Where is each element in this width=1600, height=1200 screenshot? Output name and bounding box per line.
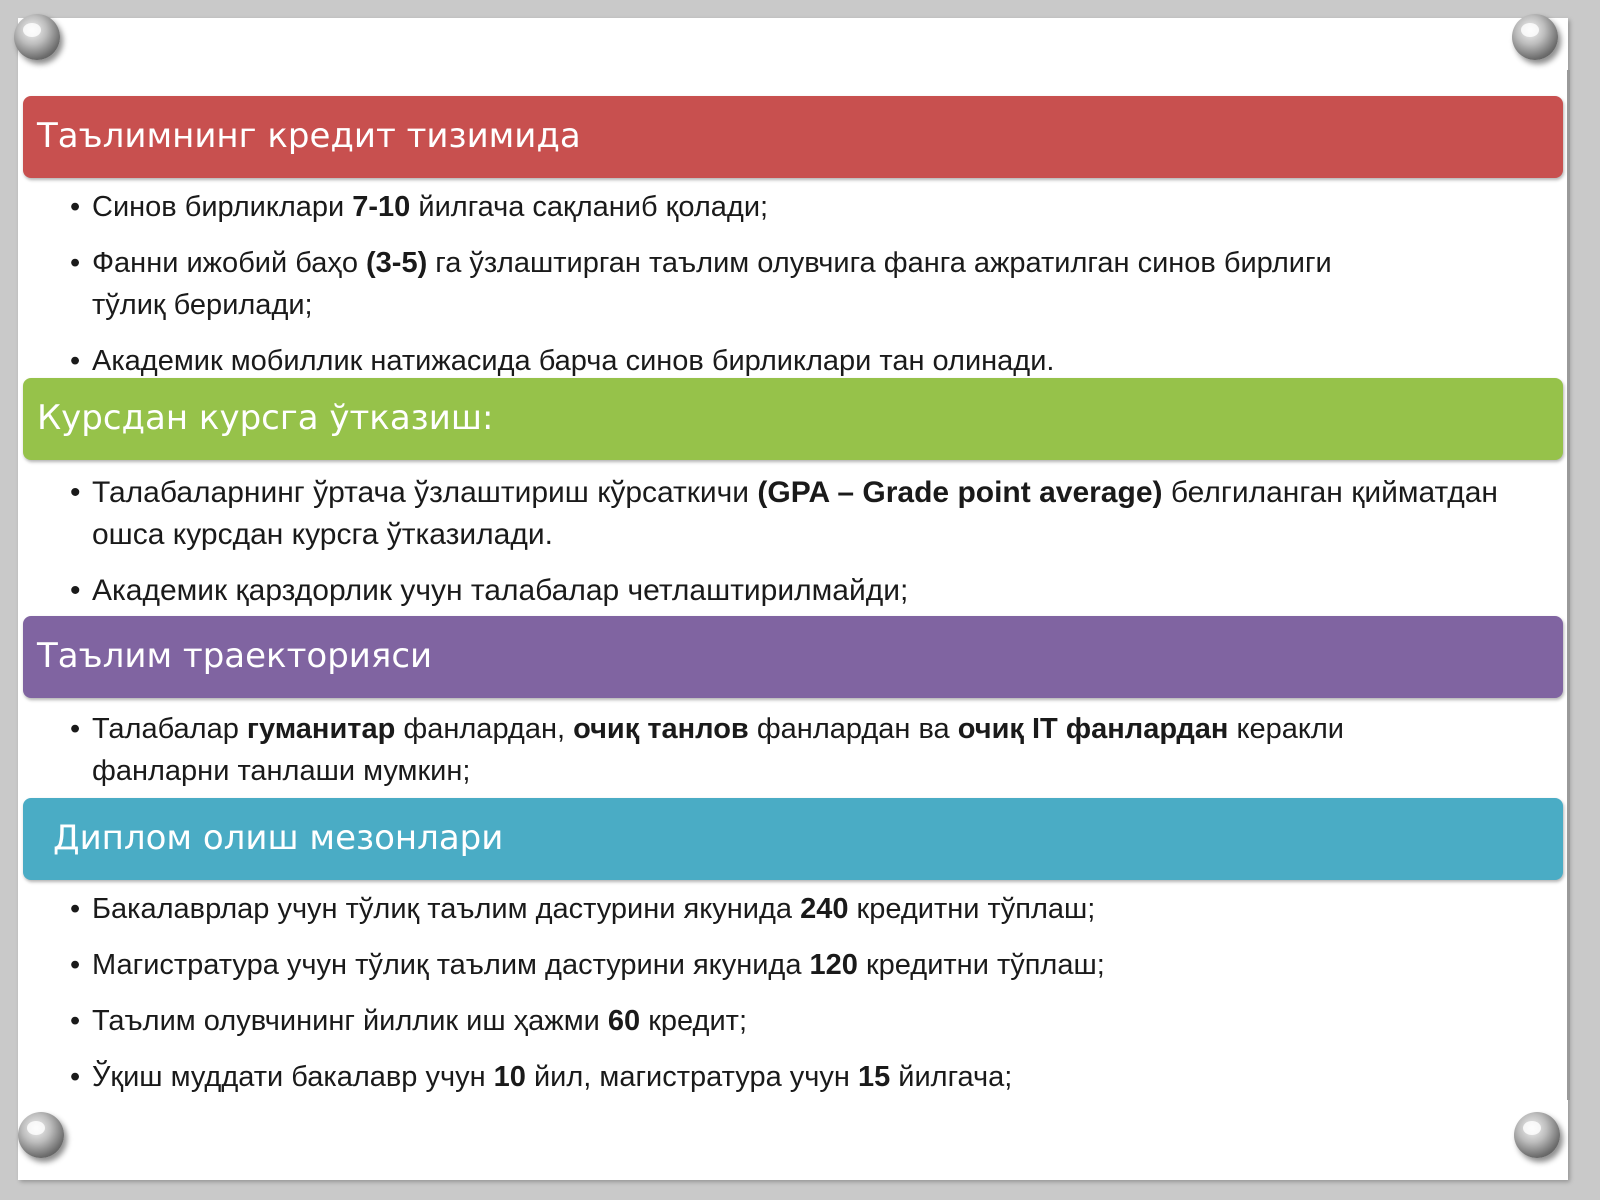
list-item: • Магистратура учун тўлиқ таълим дастурини якунида 120 кредитни тўплаш; — [70, 944, 1550, 986]
list-item: • Бакалаврлар учун тўлиқ таълим дастурини якунида 240 кредитни тўплаш; — [70, 888, 1550, 930]
bullet-list-course-transfer — [70, 472, 1550, 626]
list-item: • Академик мобиллик натижасида барча синов бирликлари тан олинади. — [70, 340, 1550, 382]
bullet-list-diploma-criteria — [70, 888, 1550, 1112]
list-item: • Ўқиш муддати бакалавр учун 10 йил, магистратура учун 15 йилгача; — [70, 1056, 1550, 1098]
section-title: Таълим траекторияси — [37, 636, 433, 676]
pushpin-icon — [18, 1112, 64, 1158]
section-header-learning-trajectory — [23, 616, 1563, 698]
section-header-diploma-criteria — [23, 798, 1563, 880]
section-title: Диплом олиш мезонлари — [53, 818, 504, 858]
pushpin-icon — [1514, 1112, 1560, 1158]
section-title: Курсдан курсга ўтказиш: — [37, 398, 494, 438]
list-item: • Таълим олувчининг йиллик иш ҳажми 60 кредит; — [70, 1000, 1550, 1042]
section-header-credit-system — [23, 96, 1563, 178]
section-title: Таълимнинг кредит тизимида — [37, 116, 581, 156]
list-item: • Академик қарздорлик учун талабалар четлаштирилмайди; — [70, 570, 1550, 612]
list-item: • Фанни ижобий баҳо (3-5) га ўзлаштирган таълим олувчига фанга ажратилган синов бирлиги тўлиқ берилади; — [70, 242, 1550, 326]
list-item: • Синов бирликлари 7-10 йилгача сақланиб қолади; — [70, 186, 1550, 228]
bullet-list-credit-system — [70, 186, 1550, 396]
slide-edge-shadow — [1567, 70, 1570, 1100]
list-item: • Талабаларнинг ўртача ўзлаштириш кўрсаткичи (GPA – Grade point average) белгиланган қийматдан ошса курсдан курсга ўтказилади. — [70, 472, 1550, 556]
list-item: • Талабалар гуманитар фанлардан, очиқ танлов фанлардан ва очиқ IT фанлардан керакли фанларни танлаши мумкин; — [70, 708, 1550, 792]
pushpin-icon — [14, 14, 60, 60]
bullet-list-learning-trajectory — [70, 708, 1550, 806]
section-header-course-transfer — [23, 378, 1563, 460]
pushpin-icon — [1512, 14, 1558, 60]
